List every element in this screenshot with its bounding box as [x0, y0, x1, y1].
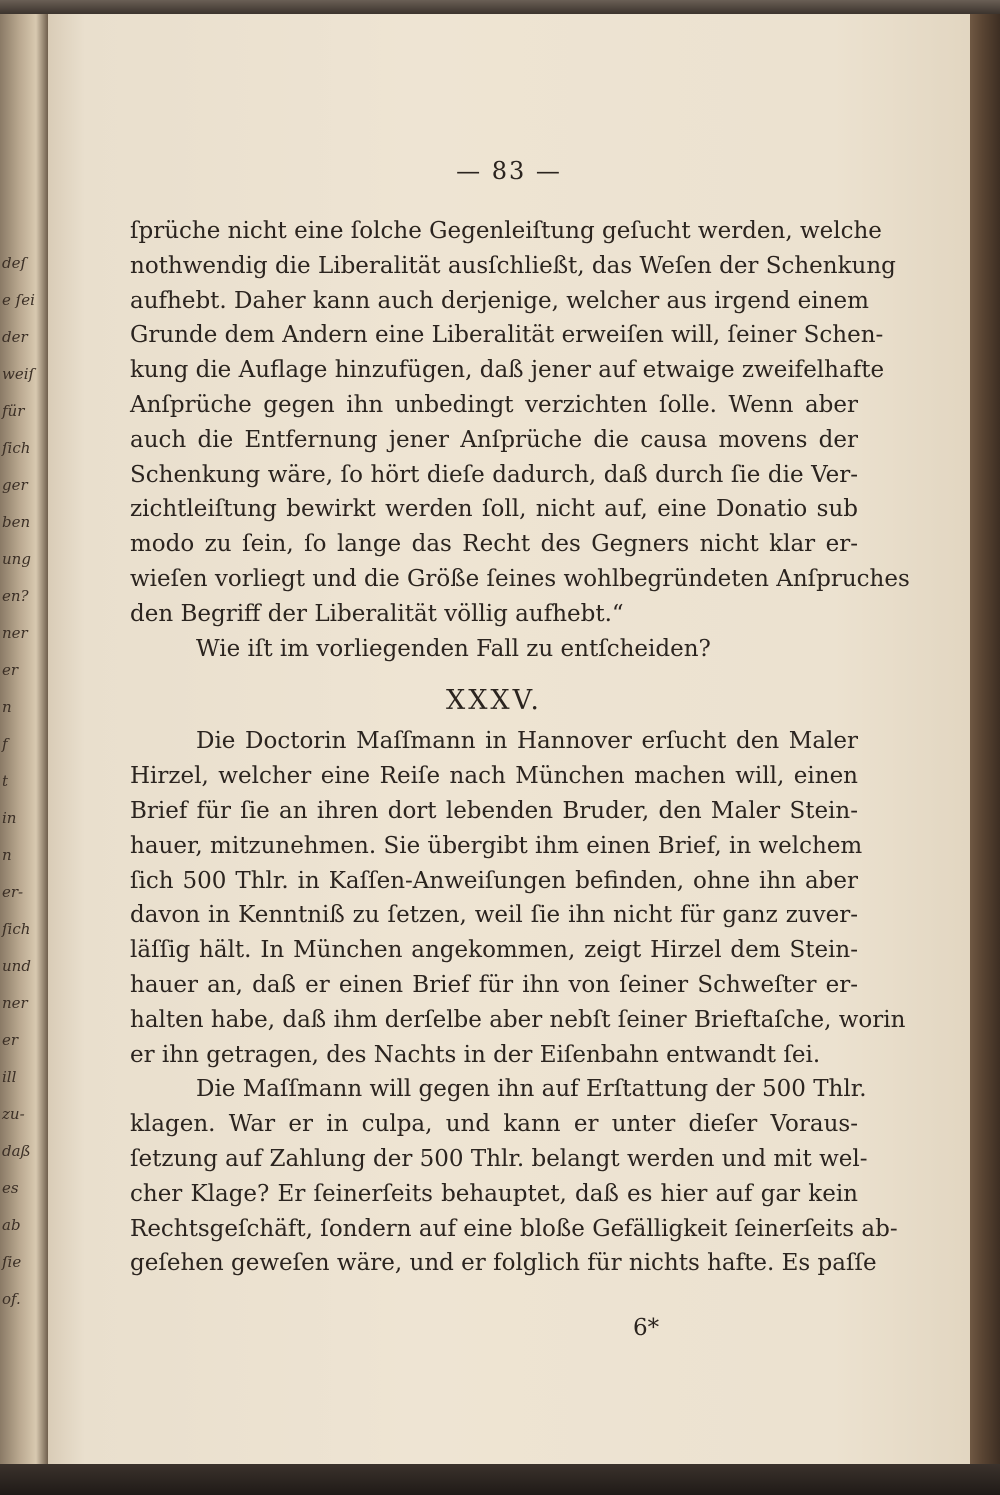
text-line: auch die Entfernung jener Anſprüche die causa movens der — [130, 426, 858, 453]
section-heading: XXXV. — [445, 685, 543, 717]
text-line: kung die Auflage hinzufügen, daß jener auf etwaige zweifelhafte — [130, 357, 885, 384]
adjacent-page-fragment: ger — [2, 476, 28, 494]
text-line: den Begriff der Liberalität völlig aufhebt.“ — [130, 600, 624, 627]
text-line: aufhebt. Daher kann auch derjenige, welcher aus irgend einem — [130, 287, 869, 314]
text-line: davon in Kenntniß zu ſetzen, weil ſie ihn nicht für ganz zuver- — [130, 902, 858, 929]
adjacent-page-fragment: und — [2, 957, 31, 975]
top-binding-strip — [0, 0, 1000, 14]
text-line: ſetzung auf Zahlung der 500 Thlr. belangt werden und mit wel- — [130, 1145, 868, 1172]
text-line: Rechtsgeſchäft, ſondern auf eine bloße Gefälligkeit ſeinerſeits ab- — [130, 1215, 898, 1242]
text-line: Schenkung wäre, ſo hört dieſe dadurch, daß durch ſie die Ver- — [130, 461, 858, 488]
text-block — [130, 214, 910, 1281]
text-line: hauer, mitzunehmen. Sie übergibt ihm einen Brief, in welchem — [130, 832, 863, 859]
text-line: Brief für ſie an ihren dort lebenden Bruder, den Maler Stein- — [130, 797, 858, 824]
adjacent-page-fragment: ung — [2, 550, 31, 568]
adjacent-page-fragment: t — [2, 772, 9, 790]
adjacent-page-fragment: ner — [2, 994, 28, 1012]
adjacent-page-fragment: ſich — [2, 439, 31, 457]
page-number: — 83 — — [456, 157, 562, 185]
adjacent-page-fragment: ben — [2, 513, 31, 531]
text-line: geſehen geweſen wäre, und er folglich für nichts hafte. Es paſſe — [130, 1250, 877, 1277]
adjacent-page-fragment: deſ — [2, 254, 27, 272]
book-page — [48, 14, 970, 1464]
adjacent-page-fragment: of. — [2, 1290, 21, 1308]
adjacent-page-fragment: ſich — [2, 920, 31, 938]
text-line: klagen. War er in culpa, und kann er unter dieſer Voraus- — [130, 1111, 858, 1138]
adjacent-page-fragment: zu- — [2, 1105, 25, 1123]
right-binding-edge — [970, 14, 1000, 1464]
adjacent-page-fragment: ner — [2, 624, 28, 642]
text-line: modo zu ſein, ſo lange das Recht des Gegners nicht klar er- — [130, 531, 858, 558]
text-line: Grunde dem Andern eine Liberalität erweiſen will, ſeiner Schen- — [130, 322, 884, 349]
text-line: wieſen vorliegt und die Größe ſeines wohlbegründeten Anſpruches — [130, 565, 910, 592]
text-line: Hirzel, welcher eine Reiſe nach München machen will, einen — [130, 763, 858, 790]
text-line: Die Doctorin Maſſmann in Hannover erſucht den Maler — [196, 728, 858, 755]
text-line: ſich 500 Thlr. in Kaſſen-Anweiſungen befinden, ohne ihn aber — [130, 867, 858, 894]
adjacent-page-fragment: in — [2, 809, 17, 827]
text-line: cher Klage? Er ſeinerſeits behauptet, daß es hier auf gar kein — [130, 1180, 858, 1207]
adjacent-page-fragment: daß — [2, 1142, 31, 1160]
adjacent-page-fragment: ſie — [2, 1253, 22, 1271]
text-line: hauer an, daß er einen Brief für ihn von ſeiner Schweſter er- — [130, 971, 858, 998]
text-line: halten habe, daß ihm derſelbe aber nebſt ſeiner Brieftaſche, worin — [130, 1006, 906, 1033]
text-line: nothwendig die Liberalität ausſchließt, das Weſen der Schenkung — [130, 252, 896, 279]
adjacent-page-fragment: es — [2, 1179, 19, 1197]
text-line: ſprüche nicht eine ſolche Gegenleiſtung geſucht werden, welche — [130, 218, 882, 244]
adjacent-page-fragment: en? — [2, 587, 29, 605]
adjacent-page-fragment: weiſ — [2, 365, 35, 383]
text-line: läſſig hält. In München angekommen, zeigt Hirzel dem Stein- — [130, 937, 858, 964]
text-line: zichtleiſtung bewirkt werden ſoll, nicht auf, eine Donatio sub — [130, 496, 858, 523]
adjacent-page-edge — [0, 14, 48, 1464]
adjacent-page-fragment: für — [2, 402, 25, 420]
bottom-binding-strip — [0, 1464, 1000, 1495]
adjacent-page-fragment: n — [2, 846, 12, 864]
adjacent-page-fragment: f — [2, 735, 8, 753]
adjacent-page-fragment: ill — [2, 1068, 17, 1086]
signature-mark: 6* — [633, 1315, 660, 1341]
text-line: Wie iſt im vorliegenden Fall zu entſcheiden? — [196, 635, 711, 662]
adjacent-page-fragment: der — [2, 328, 28, 346]
adjacent-page-fragment: er — [2, 661, 19, 679]
text-line: Die Maſſmann will gegen ihn auf Erſtattung der 500 Thlr. — [196, 1076, 867, 1103]
adjacent-page-fragment: n — [2, 698, 12, 716]
text-line: Anſprüche gegen ihn unbedingt verzichten ſolle. Wenn aber — [130, 391, 858, 418]
text-line: er ihn getragen, des Nachts in der Eiſenbahn entwandt ſei. — [130, 1041, 821, 1068]
adjacent-page-fragment: ab — [2, 1216, 21, 1234]
adjacent-page-fragment: er- — [2, 883, 24, 901]
adjacent-page-fragment: e ſei — [2, 291, 35, 309]
adjacent-page-fragment: er — [2, 1031, 19, 1049]
